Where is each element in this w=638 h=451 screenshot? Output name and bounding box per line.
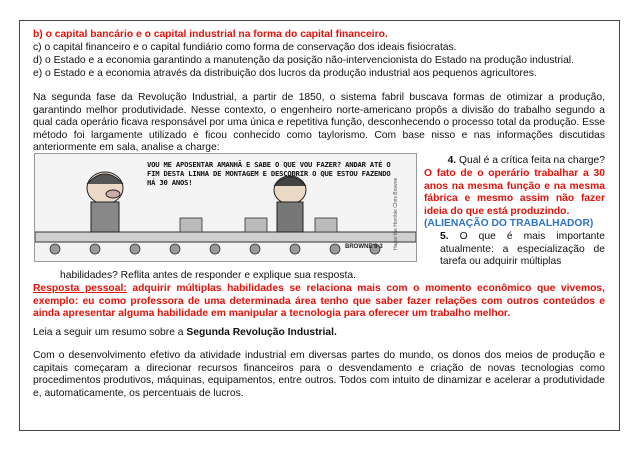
comic-credit: Hagar the Horrible Chris Browne <box>393 177 399 250</box>
lead-line <box>33 327 605 340</box>
paragraph-taylorismo: Na segunda fase da Revolução Industrial, a partir de 1850, o sistema fabril buscava formas de otimizar a produção, garantindo melhor produtividade. Nesse contexto, o engenheiro norte-americano propôs a divisão do trabalho segundo a qual cada operário ficava responsável por uma única e repetitiva função, desconhecendo o processo total da produção. Esse método foi largamente utilizado e ficou conhecido como taylorismo. Com base nisso e nas informações discutidas anteriormente em sala, analise a charge: <box>33 92 605 154</box>
lead-prefix: Leia a seguir um resumo sobre a <box>33 327 187 338</box>
question-5-text: O que é mais importante atualmente: a especialização de tarefa ou adquirir múltiplas <box>440 231 605 268</box>
option-c: c) o capital financeiro e o capital fundiário como forma de conservação dos ideais fisiocratas. <box>33 42 457 53</box>
answer-text: adquirir múltiplas habilidades se relaciona mais com o momento econômico que vivemos, exemplo: eu como professora de uma determinada área tenho que saber fazer relações com outros conteúdos e ainda apresentar alguma habilidade em manipular a tecnologia para oferecer um trabalho melhor. <box>33 283 605 320</box>
question-4 <box>424 155 605 168</box>
answer-label: Resposta pessoal: <box>33 283 127 294</box>
question-5 <box>440 231 605 269</box>
personal-answer <box>33 283 605 321</box>
conveyor-belt <box>35 232 416 242</box>
question-4-text: Qual é a crítica feita na charge? <box>459 155 605 166</box>
option-e: e) o Estado e a economia através da distribuição dos lucros da produção industrial aos pequenos agricultores. <box>33 68 537 79</box>
comic-strip <box>34 153 417 262</box>
option-b: b) o capital bancário e o capital industrial na forma do capital financeiro. <box>33 29 388 40</box>
question-4-number: 4. <box>447 155 457 166</box>
question-5-number: 5. <box>440 231 449 242</box>
lead-bold: Segunda Revolução Industrial. <box>186 327 337 338</box>
question-4-tag: (ALIENAÇÃO DO TRABALHADOR) <box>424 218 594 229</box>
speech-bubble: VOU ME APOSENTAR AMANHÃ E SABE O QUE VOU FAZER? ANDAR ATÉ O FIM DESTA LINHA DE MONTAGEM E DESCOBRIR O QUE ESTOU FAZENDO HÁ 30 ANOS! <box>147 160 391 187</box>
worker-left <box>87 172 123 232</box>
question-5-continuation: habilidades? Reflita antes de responder e explique sua resposta. <box>60 270 356 281</box>
comic-signature: BROWNE 8-3 <box>345 244 383 250</box>
option-d: d) o Estado e a economia garantindo a manutenção da posição não-intervencionista do Estado na produção industrial. <box>33 55 574 66</box>
paragraph-segunda-revolucao: Com o desenvolvimento efetivo da atividade industrial em diversas partes do mundo, os donos dos meios de produção e capitais começaram a direcionar recursos financeiros para o desvendamento e criação de novas tecnologias como procedimentos produtivos, máquinas, equipamentos, entre outros. Todos com intuito de dinamizar e acelerar a produtividade e, automaticamente, os percentuais de lucros. <box>33 350 605 399</box>
question-4-answer: O fato de o operário trabalhar a 30 anos na mesma função e na mesma fábrica e mesmo assim não fazer ideia do que está produzindo. <box>424 168 605 217</box>
